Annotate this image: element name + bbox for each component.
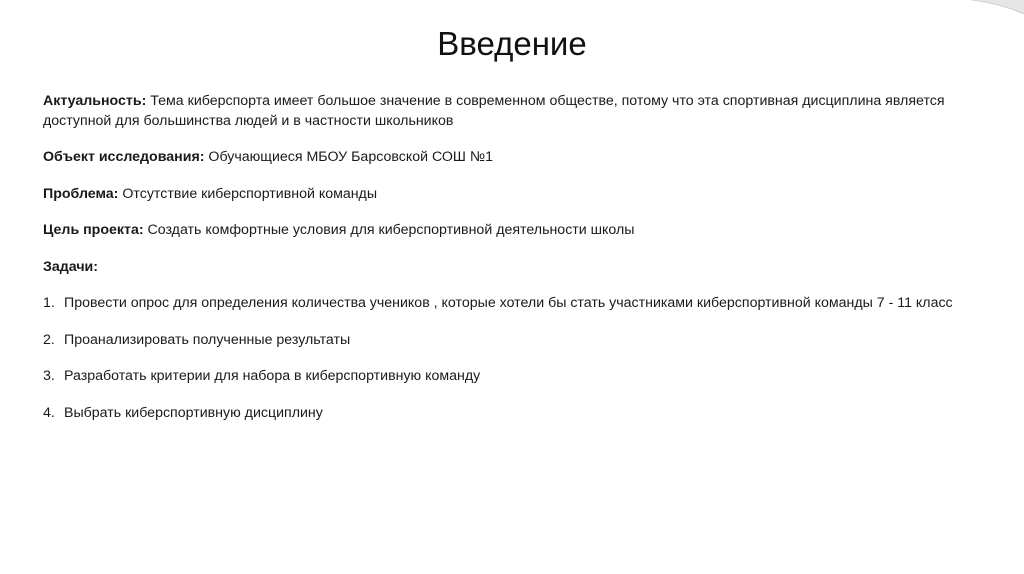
task-item — [43, 367, 983, 387]
slide-title: Введение — [437, 25, 587, 62]
object-label: Объект исследования: — [43, 149, 205, 165]
tasks-label: Задачи: — [43, 258, 99, 275]
relevance-paragraph — [43, 92, 983, 131]
slide-content — [43, 92, 983, 423]
tasks-heading — [43, 258, 983, 278]
task-item — [43, 331, 983, 351]
problem-text: Отсутствие киберспортивной команды — [122, 185, 378, 202]
task-number: 1. — [43, 295, 55, 311]
task-item — [43, 294, 983, 314]
task-number: 2. — [43, 331, 55, 348]
task-text: Выбрать киберспортивную дисциплину — [64, 404, 323, 421]
goal-label: Цель проекта: — [43, 222, 144, 238]
goal-paragraph — [43, 221, 983, 241]
problem-label: Проблема: — [43, 185, 119, 202]
task-number: 3. — [43, 368, 55, 384]
task-text: Провести опрос для определения количества учеников , которые хотели бы стать участниками киберспортивной команды 7 - 11 класс — [64, 295, 953, 311]
task-text: Разработать критерии для набора в киберспортивную команду — [64, 368, 481, 384]
relevance-label: Актуальность: — [43, 93, 147, 109]
task-text: Проанализировать полученные результаты — [64, 331, 351, 348]
task-number: 4. — [43, 404, 55, 421]
goal-text: Создать комфортные условия для киберспортивной деятельности школы — [147, 222, 635, 238]
object-text: Обучающиеся МБОУ Барсовской СОШ №1 — [208, 149, 493, 165]
task-item — [43, 404, 983, 424]
relevance-text: Тема киберспорта имеет большое значение в современном обществе, потому что эта спортивная дисциплина является доступной для большинства людей и в частности школьников — [43, 93, 945, 129]
problem-paragraph — [43, 185, 983, 205]
object-paragraph — [43, 148, 983, 168]
page-corner-decoration — [972, 0, 1024, 14]
